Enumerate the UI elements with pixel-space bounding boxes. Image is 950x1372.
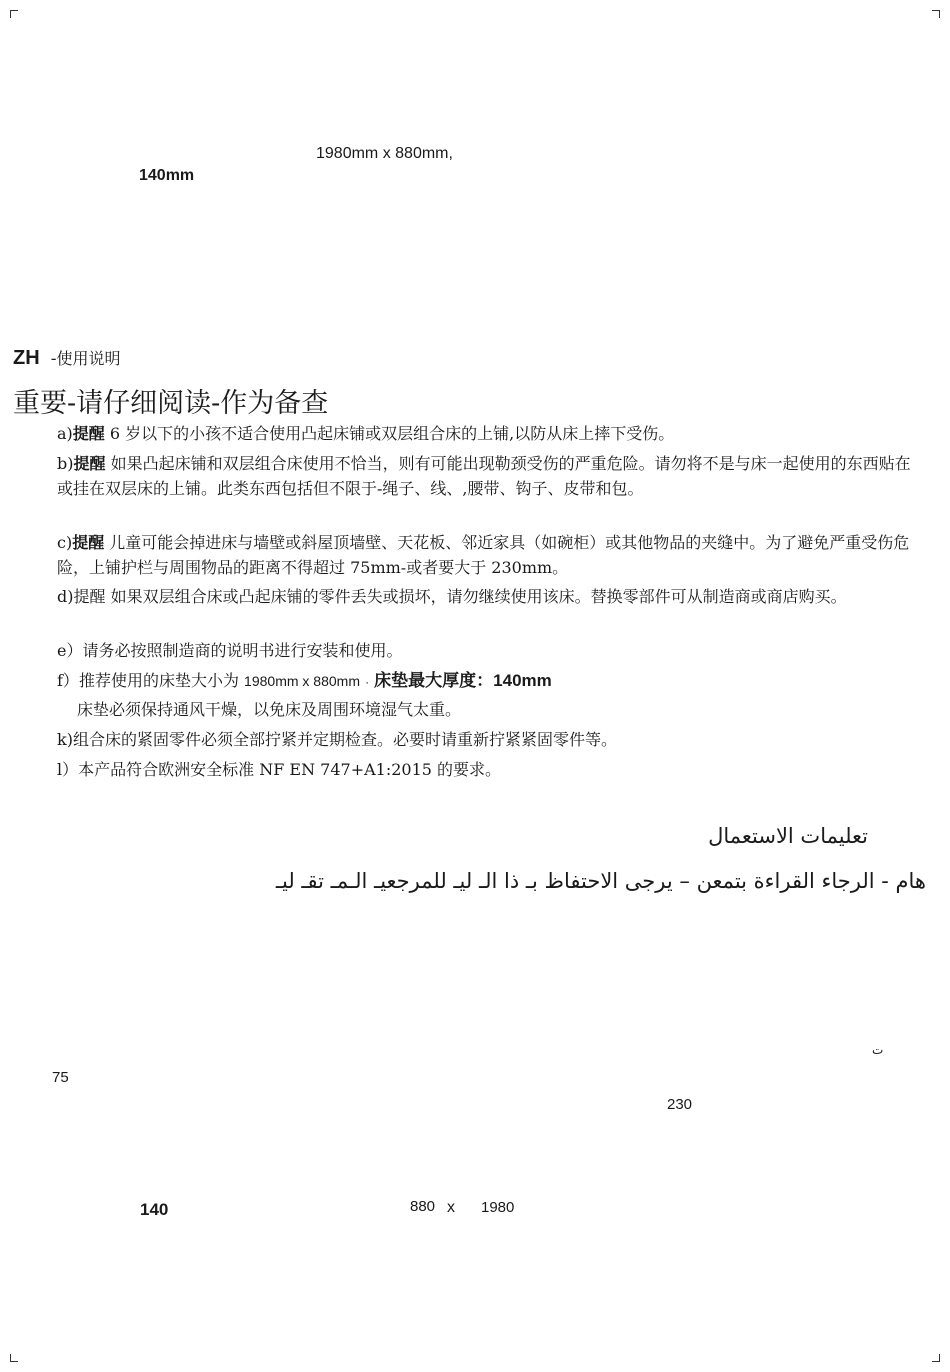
- times-sign: x: [447, 1199, 455, 1216]
- warning-label: 提醒: [72, 533, 105, 552]
- warning-label: 提醒: [72, 424, 105, 443]
- ar-title: تعليمات الاستعمال: [708, 824, 868, 848]
- warning-label: 提醒: [73, 454, 106, 473]
- width-880: 880: [410, 1198, 436, 1215]
- list-item: a)提醒 6 岁以下的小孩不适合使用凸起床铺或双层组合床的上铺,以防从床上摔下受伤。: [57, 424, 675, 443]
- length-1980: 1980: [481, 1199, 515, 1216]
- list-item: b)提醒 如果凸起床铺和双层组合床使用不恰当，则有可能出现勒颈受伤的严重危险。请勿将不是与床一起使用的东西贴在或挂在双层床的上铺。此类东西包括但不限于-绳子、线、,腰带、钩子、皮带和包。: [57, 454, 911, 498]
- list-item: e）请务必按照制造商的说明书进行安装和使用。: [57, 641, 403, 660]
- zh-heading: [13, 346, 121, 370]
- thickness-140: 140: [140, 1200, 169, 1219]
- crop-mark-bottom-right: [932, 1354, 940, 1362]
- ar-fragment: ت: [872, 1043, 884, 1057]
- mattress-dimensions: 1980mm x 880mm: [244, 673, 360, 689]
- header-dimensions: 1980mm x 880mm,: [316, 145, 453, 162]
- gap-75: 75: [52, 1069, 69, 1086]
- list-item: k)组合床的紧固零件必须全部拧紧并定期检查。必要时请重新拧紧紧固零件等。: [57, 730, 617, 749]
- zh-subtitle: -使用说明: [50, 349, 121, 368]
- list-item-mattress: f）推荐使用的床垫大小为 1980mm x 880mm · 床垫最大厚度：140mm: [57, 671, 552, 690]
- list-item: c)提醒 儿童可能会掉进床与墙壁或斜屋顶墙壁、天花板、邻近家具（如碗柜）或其他物品的夹缝中。为了避免严重受伤危险，上铺护栏与周围物品的距离不得超过 75mm-或者要大于 230mm。: [57, 533, 910, 577]
- header-thickness: 140mm: [139, 167, 195, 184]
- ar-subtitle: هام - الرجاء القراءة بتمعن – يرجى الاحتفاظ بـ ذا الـ ليـ للمرجعيـ الـمـ تقـ ليـ: [275, 869, 926, 893]
- crop-mark-top-left: [10, 10, 18, 18]
- list-item: l）本产品符合欧洲安全标准 NF EN 747+A1:2015 的要求。: [57, 760, 502, 779]
- max-thickness-label: 床垫最大厚度：: [374, 671, 494, 690]
- crop-mark-bottom-left: [10, 1354, 18, 1362]
- crop-mark-top-right: [932, 10, 940, 18]
- language-code: ZH: [13, 347, 40, 369]
- mattress-note: 床垫必须保持通风干燥，以免床及周围环境湿气太重。: [77, 700, 462, 719]
- max-thickness-value: 140mm: [493, 671, 552, 690]
- gap-230: 230: [667, 1096, 693, 1113]
- list-item: d)提醒 如果双层组合床或凸起床铺的零件丢失或损坏，请勿继续使用该床。替换零部件可从制造商或商店购买。: [57, 587, 847, 606]
- zh-title: 重要-请仔细阅读-作为备查: [13, 388, 329, 419]
- warning-label: 提醒: [73, 587, 106, 606]
